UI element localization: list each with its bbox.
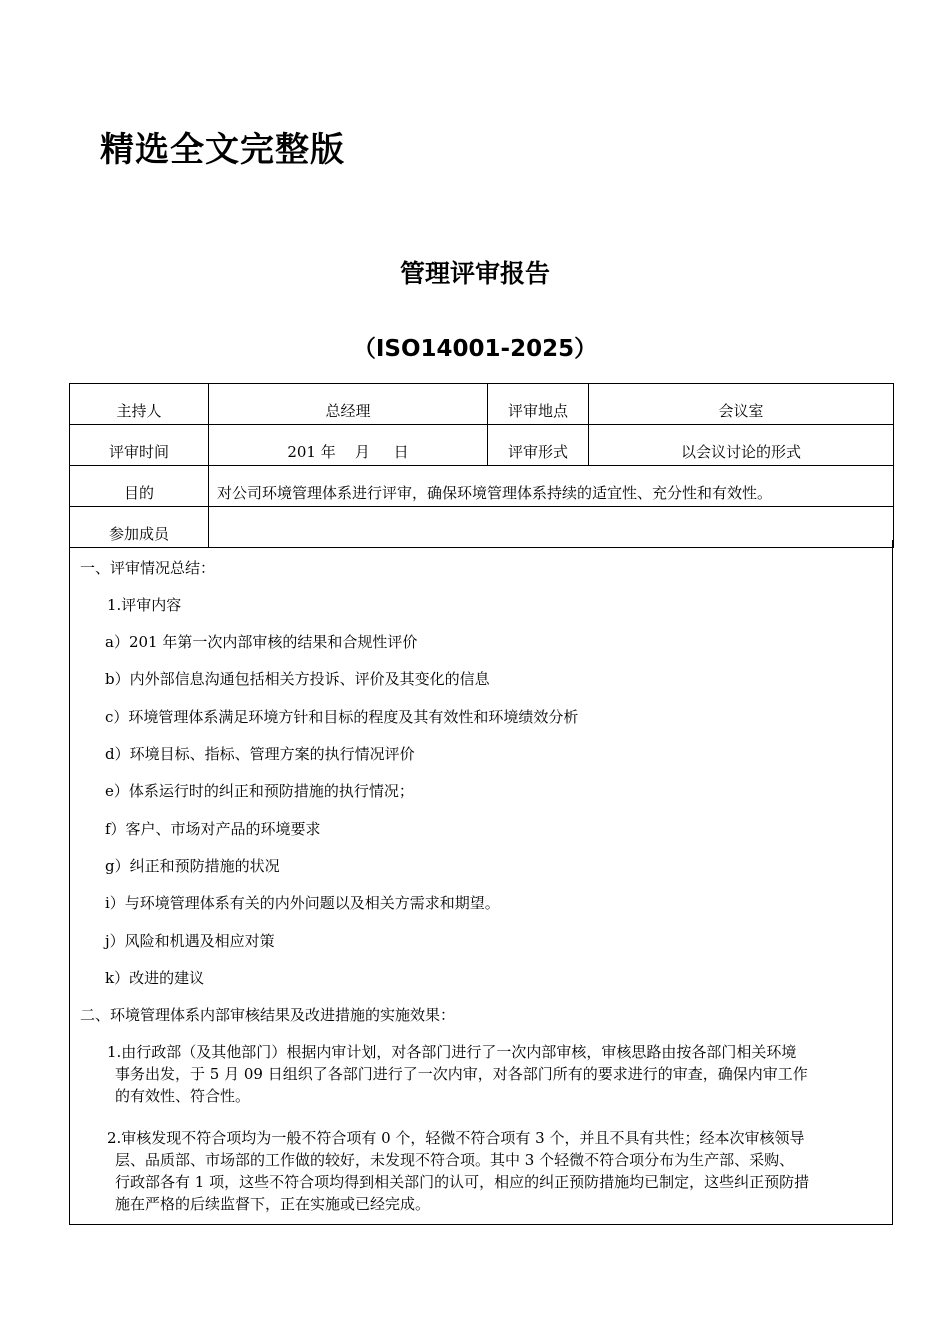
paragraph-line: 事务出发，于 5 月 09 日组织了各部门进行了一次内审，对各部门所有的要求进行的审查，确保内审工作 (115, 1065, 808, 1083)
table-row (70, 425, 894, 466)
banner-heading: 精选全文完整版 (100, 130, 345, 170)
paragraph-line: 的有效性、符合性。 (115, 1087, 251, 1105)
list-item: i）与环境管理体系有关的内外问题以及相关方需求和期望。 (105, 894, 500, 912)
list-item: d）环境目标、指标、管理方案的执行情况评价 (105, 745, 415, 763)
section1-subheading: 1.评审内容 (107, 596, 182, 614)
form-value: 以会议讨论的形式 (589, 425, 894, 466)
paragraph-line: 行政部各有 1 项，这些不符合项均得到相关部门的认可，相应的纠正预防措施均已制定，这些纠正预防措 (115, 1173, 810, 1191)
time-value: 201 年 月 日 (209, 425, 488, 466)
location-label: 评审地点 (488, 384, 589, 425)
report-title: 管理评审报告 (399, 259, 550, 288)
list-item: c）环境管理体系满足环境方针和目标的程度及其有效性和环境绩效分析 (105, 708, 579, 726)
location-value: 会议室 (589, 384, 894, 425)
list-item: f）客户、市场对产品的环境要求 (105, 820, 321, 838)
purpose-label: 目的 (70, 466, 209, 507)
form-label: 评审形式 (488, 425, 589, 466)
list-item: g）纠正和预防措施的状况 (105, 857, 280, 875)
table-row (70, 384, 894, 425)
table-row (70, 466, 894, 507)
host-value: 总经理 (209, 384, 488, 425)
paragraph-line: 1.由行政部（及其他部门）根据内审计划，对各部门进行了一次内部审核，审核思路由按各部门相关环境 (107, 1043, 797, 1061)
list-item: e）体系运行时的纠正和预防措施的执行情况； (105, 782, 414, 800)
paragraph-line: 施在严格的后续监督下，正在实施或已经完成。 (115, 1195, 431, 1213)
list-item: b）内外部信息沟通包括相关方投诉、评价及其变化的信息 (105, 670, 490, 688)
paragraph-audit-findings (107, 1127, 809, 1215)
host-label: 主持人 (70, 384, 209, 425)
members-label: 参加成员 (70, 507, 209, 548)
report-subtitle: （ISO14001-2025） (352, 336, 598, 362)
section2-heading: 二、环境管理体系内部审核结果及改进措施的实施效果： (80, 1006, 456, 1024)
info-table (69, 383, 894, 548)
list-item: k）改进的建议 (105, 969, 205, 987)
paragraph-line: 2.审核发现不符合项均为一般不符合项有 0 个，轻微不符合项有 3 个，并且不具有共性；经本次审核领导 (107, 1129, 805, 1147)
paragraph-audit-process (107, 1041, 808, 1107)
list-item: j）风险和机遇及相应对策 (105, 932, 275, 950)
review-content-box (69, 540, 893, 1225)
time-label: 评审时间 (70, 425, 209, 466)
paragraph-line: 层、品质部、市场部的工作做的较好，未发现不符合项。其中 3 个轻微不符合项分布为生产部、采购、 (115, 1151, 795, 1169)
list-item: a）201 年第一次内部审核的结果和合规性评价 (105, 633, 418, 651)
purpose-value: 对公司环境管理体系进行评审，确保环境管理体系持续的适宜性、充分性和有效性。 (209, 466, 894, 507)
section1-heading: 一、评审情况总结： (80, 559, 216, 577)
